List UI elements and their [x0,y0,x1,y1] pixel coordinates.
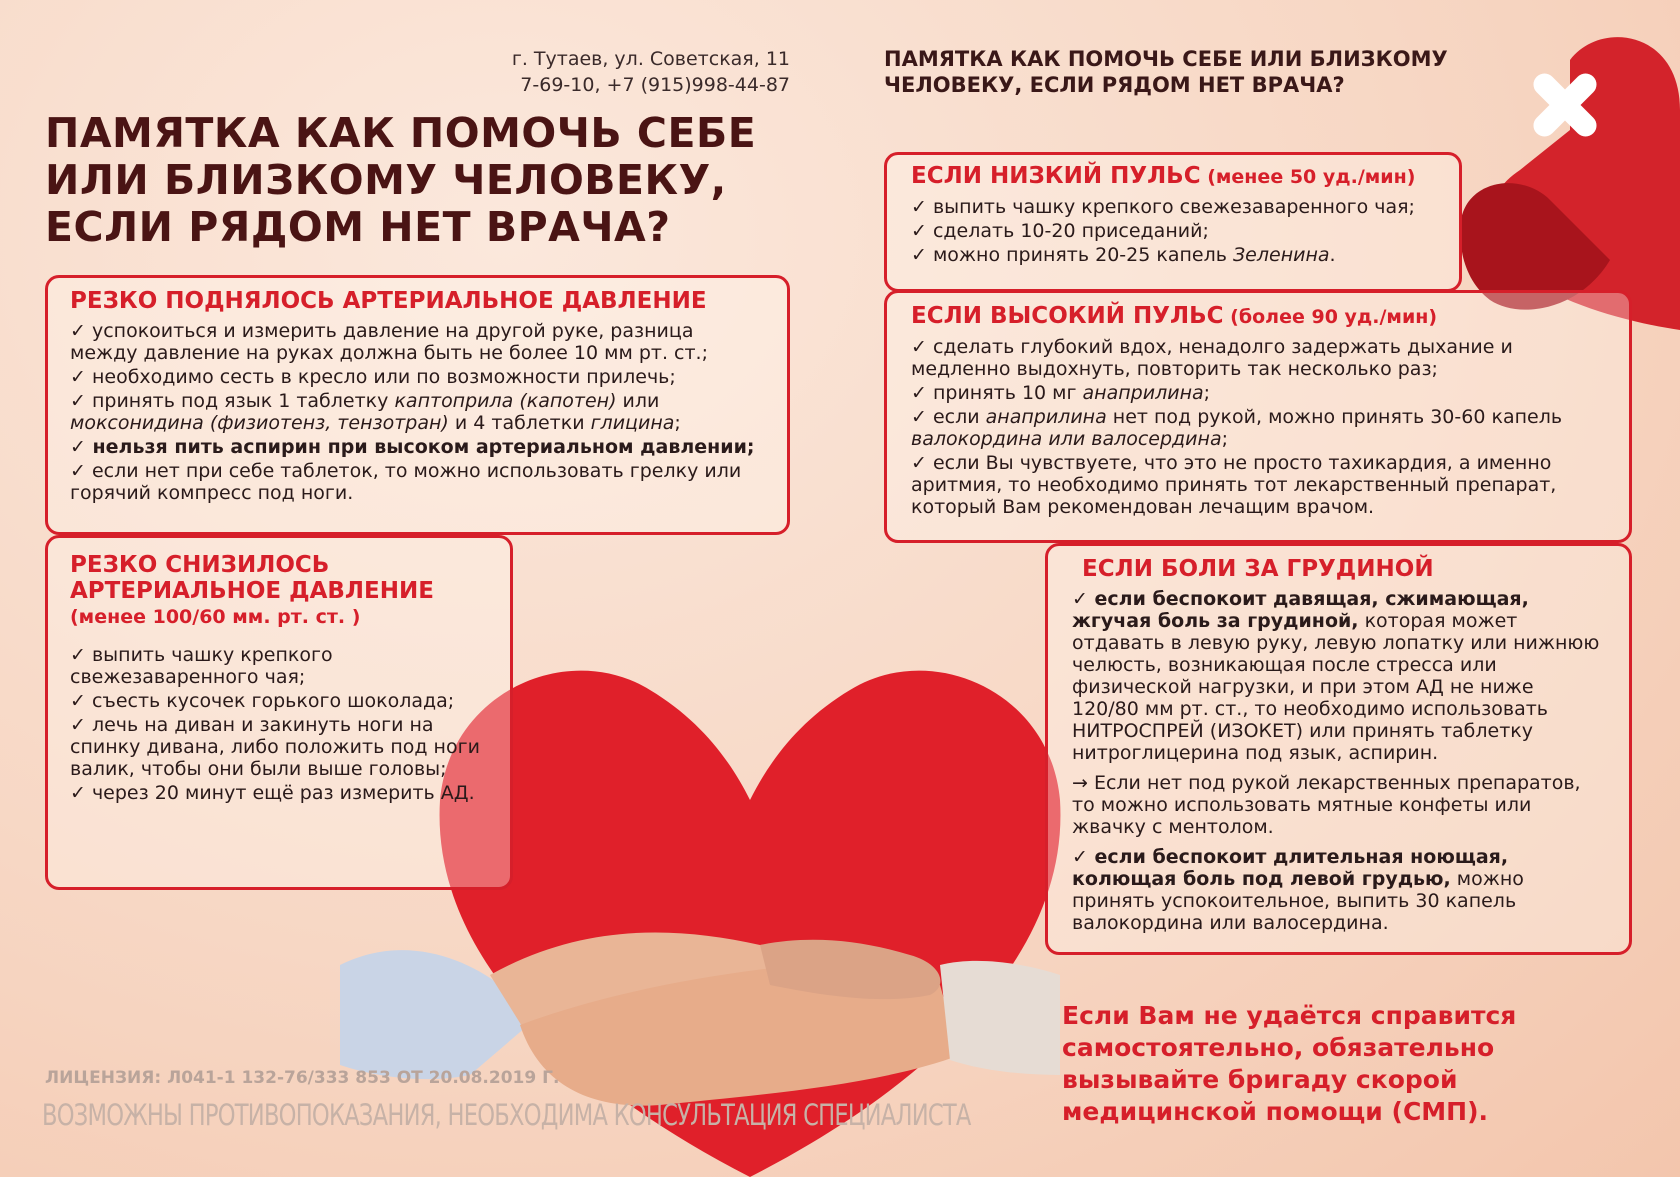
address-street: г. Тутаев, ул. Советская, 11 [511,48,790,70]
chest-pain-title: ЕСЛИ БОЛИ ЗА ГРУДИНОЙ [1082,556,1434,582]
right-page-title: ПАМЯТКА КАК ПОМОЧЬ СЕБЕ ИЛИ БЛИЗКОМУ ЧЕЛОВЕКУ, ЕСЛИ РЯДОМ НЕТ ВРАЧА? [884,47,1448,97]
list-item: ✓ лечь на диван и закинуть ноги на спинку дивана, либо положить под ноги валик, чтобы они были выше головы; [70,714,480,780]
list-item: ✓ если анаприлина нет под рукой, можно принять 30-60 капель валокордина или валосердина; [911,406,1563,450]
emergency-note: Если Вам не удаётся справится самостоятельно, обязательно вызывайте бригаду скорой медицинской помощи (СМП). [1062,1001,1517,1126]
high-pulse-title: ЕСЛИ ВЫСОКИЙ ПУЛЬС (более 90 уд./мин) [911,303,1438,329]
low-pressure-box [45,535,513,890]
list-item: ✓ если Вы чувствуете, что это не просто тахикардия, а именно аритмия, то необходимо принять тот лекарственный препарат, который Вам рекомендован лечащим врачом. [911,452,1557,518]
list-item: → Если нет под рукой лекарственных препаратов, то можно использовать мятные конфеты или жвачку с ментолом. [1072,772,1581,838]
list-item: ✓ через 20 минут ещё раз измерить АД. [70,782,475,804]
chest-pain-box [1045,543,1632,955]
high-pressure-title: РЕЗКО ПОДНЯЛОСЬ АРТЕРИАЛЬНОЕ ДАВЛЕНИЕ [70,288,707,314]
page-title: ПАМЯТКА КАК ПОМОЧЬ СЕБЕ ИЛИ БЛИЗКОМУ ЧЕЛОВЕКУ, ЕСЛИ РЯДОМ НЕТ ВРАЧА? [45,109,757,251]
list-item: ✓ если беспокоит давящая, сжимающая, жгучая боль за грудиной, которая может отдавать в левую руку, левую лопатку или нижнюю челюсть, возникающая после стресса или физической нагрузки, и при этом АД не ниже 120/80 мм рт. ст., то необходимо использовать НИТРОСПРЕЙ (ИЗОКЕТ) или принять таблетку нитроглицерина под язык, аспирин. [1072,588,1600,764]
list-item: ✓ выпить чашку крепкого свежезаваренного чая; [911,196,1415,218]
list-item: ✓ если беспокоит длительная ноющая, колющая боль под левой грудью, можно принять успокоительное, выпить 30 капель валокордина или валосердина. [1072,846,1524,934]
low-pressure-title: РЕЗКО СНИЗИЛОСЬ АРТЕРИАЛЬНОЕ ДАВЛЕНИЕ (менее 100/60 мм. рт. ст. ) [70,552,434,628]
list-item: ✓ успокоиться и измерить давление на другой руке, разница между давление на руках должна быть не более 10 мм рт. ст.; [70,320,708,364]
list-item: ✓ если нет при себе таблеток, то можно использовать грелку или горячий компресс под ноги. [70,460,742,504]
list-item: ✓ сделать 10-20 приседаний; [911,220,1209,242]
list-item: ✓ выпить чашку крепкого свежезаваренного чая; [70,644,333,688]
list-item: ✓ необходимо сесть в кресло или по возможности прилечь; [70,366,676,388]
list-item: ✓ можно принять 20-25 капель Зеленина. [911,244,1336,266]
list-item: ✓ сделать глубокий вдох, ненадолго задержать дыхание и медленно выдохнуть, повторить так несколько раз; [911,336,1513,380]
high-pulse-box [884,290,1632,543]
address-phones: 7-69-10, +7 (915)998-44-87 [520,74,790,96]
contraindications-text: ВОЗМОЖНЫ ПРОТИВОПОКАЗАНИЯ, НЕОБХОДИМА КОНСУЛЬТАЦИЯ СПЕЦИАЛИСТА [42,1098,971,1132]
list-item: ✓ съесть кусочек горького шоколада; [70,690,455,712]
high-pressure-box [45,275,790,535]
list-item-warning: ✓ нельзя пить аспирин при высоком артериальном давлении; [70,436,755,458]
license-text: ЛИЦЕНЗИЯ: Л041-1 132-76/333 853 ОТ 20.08.2019 Г. [45,1068,560,1088]
list-item: ✓ принять под язык 1 таблетку каптоприла (капотен) или моксонидина (физиотенз, тензотран) и 4 таблетки глицина; [70,390,681,434]
list-item: ✓ принять 10 мг анаприлина; [911,382,1211,404]
address-block [470,46,790,98]
low-pulse-box [884,152,1462,292]
low-pulse-title: ЕСЛИ НИЗКИЙ ПУЛЬС (менее 50 уд./мин) [911,163,1416,189]
